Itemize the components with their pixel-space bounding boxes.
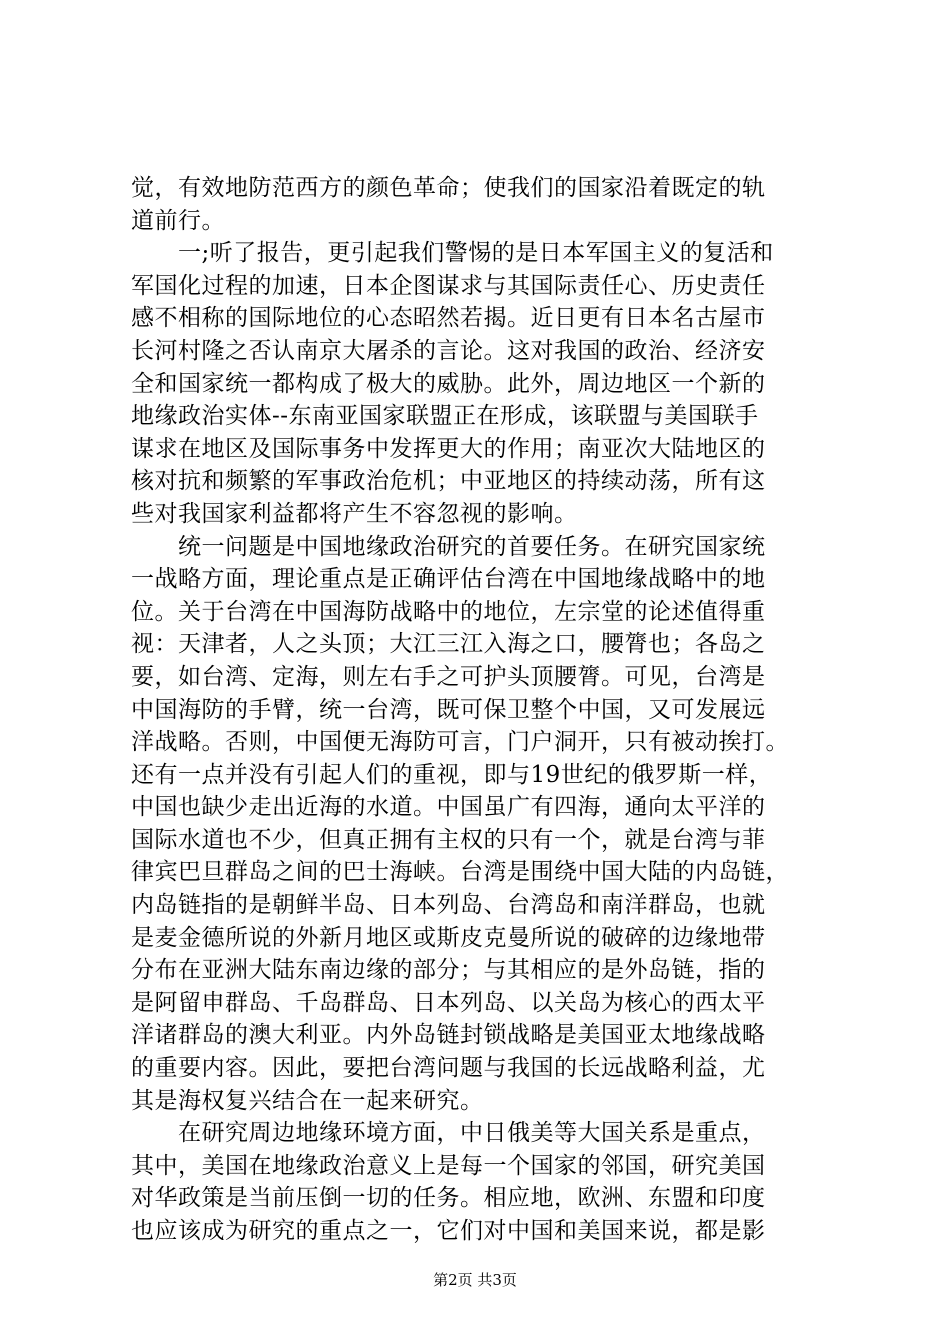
text-line: 位。关于台湾在中国海防战略中的地位，左宗堂的论述值得重 [131,598,766,625]
text-line: 其是海权复兴结合在一起来研究。 [131,1087,484,1114]
text-line: 是麦金德所说的外新月地区或斯皮克曼所说的破碎的边缘地带 [131,924,766,951]
text-line: 还有一点并没有引起人们的重视，即与19世纪的俄罗斯一样， [131,761,773,788]
page-footer [0,1270,950,1290]
text-line: 军国化过程的加速，日本企图谋求与其国际责任心、历史责任 [131,272,766,299]
text-line: 统一问题是中国地缘政治研究的首要任务。在研究国家统 [131,533,766,560]
text-line: 洋诸群岛的澳大利亚。内外岛链封锁战略是美国亚太地缘战略 [131,1022,766,1049]
text-line: 要，如台湾、定海，则左右手之可护头顶腰膂。可见，台湾是 [131,663,766,690]
text-line: 国际水道也不少，但真正拥有主权的只有一个，就是台湾与菲 [131,826,766,853]
text-line: 地缘政治实体--东南亚国家联盟正在形成，该联盟与美国联手 [131,403,759,430]
text-line: 其中，美国在地缘政治意义上是每一个国家的邻国，研究美国 [131,1152,766,1179]
document-body [131,172,821,1248]
text-line: 是阿留申群岛、千岛群岛、日本列岛、以关岛为核心的西太平 [131,989,766,1016]
text-line: 在研究周边地缘环境方面，中日俄美等大国关系是重点， [131,1120,766,1147]
text-line: 洋战略。否则，中国便无海防可言，门户洞开，只有被动挨打。 [131,729,789,756]
page-number: 第2页 共3页 [433,1271,517,1289]
text-line: 分布在亚洲大陆东南边缘的部分；与其相应的是外岛链，指的 [131,957,766,984]
text-line: 一;听了报告，更引起我们警惕的是日本军国主义的复活和 [131,240,774,267]
text-line: 律宾巴旦群岛之间的巴士海峡。台湾是围绕中国大陆的内岛链， [131,859,789,886]
text-line: 视：天津者，人之头顶；大江三江入海之口，腰膂也；各岛之 [131,631,766,658]
text-line: 觉，有效地防范西方的颜色革命；使我们的国家沿着既定的轨 [131,175,766,201]
text-line: 道前行。 [131,207,225,234]
text-line: 感不相称的国际地位的心态昭然若揭。近日更有日本名古屋市 [131,305,766,332]
text-line: 核对抗和频繁的军事政治危机；中亚地区的持续动荡，所有这 [131,468,766,495]
text-line: 的重要内容。因此，要把台湾问题与我国的长远战略利益，尤 [131,1055,766,1082]
text-line: 中国也缺少走出近海的水道。中国虽广有四海，通向太平洋的 [131,794,766,821]
text-line: 一战略方面，理论重点是正确评估台湾在中国地缘战略中的地 [131,566,766,593]
text-line: 也应该成为研究的重点之一，它们对中国和美国来说，都是影 [131,1218,766,1244]
text-line: 对华政策是当前压倒一切的任务。相应地，欧洲、东盟和印度 [131,1185,766,1212]
text-line: 全和国家统一都构成了极大的威胁。此外，周边地区一个新的 [131,370,766,397]
text-line: 些对我国家利益都将产生不容忽视的影响。 [131,500,578,527]
text-line: 中国海防的手臂，统一台湾，既可保卫整个中国，又可发展远 [131,696,766,723]
text-line: 长河村隆之否认南京大屠杀的言论。这对我国的政治、经济安 [131,337,766,364]
text-line: 内岛链指的是朝鲜半岛、日本列岛、台湾岛和南洋群岛，也就 [131,892,766,919]
text-line: 谋求在地区及国际事务中发挥更大的作用；南亚次大陆地区的 [131,435,766,462]
